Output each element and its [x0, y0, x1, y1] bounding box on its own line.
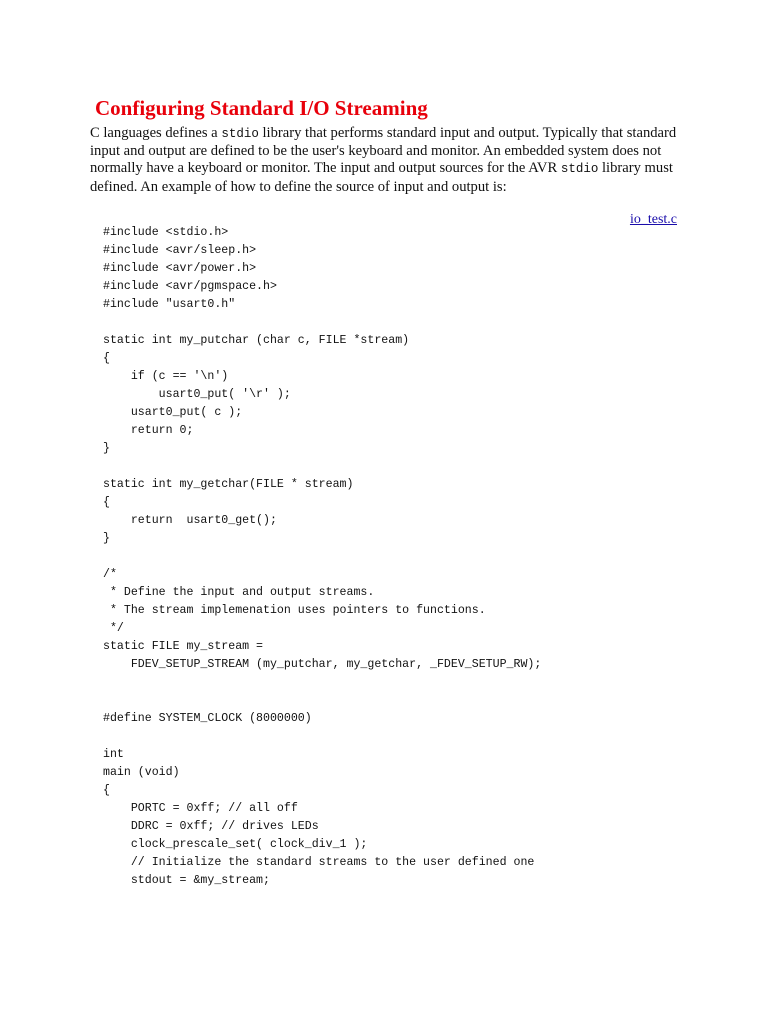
code-line: #include <avr/sleep.h>: [103, 244, 257, 257]
code-line: [103, 674, 541, 692]
code-line: [103, 548, 541, 566]
code-line: return 0;: [103, 424, 194, 437]
code-line: [103, 314, 541, 332]
code-line: FDEV_SETUP_STREAM (my_putchar, my_getchar, _FDEV_SETUP_RW);: [103, 658, 542, 671]
intro-text-1: C languages defines a: [90, 125, 222, 141]
inline-code-stdio: stdio: [221, 127, 259, 141]
code-line: static int my_putchar (char c, FILE *stream): [103, 334, 410, 347]
code-line: {: [103, 784, 110, 797]
code-line: #include <avr/power.h>: [103, 262, 257, 275]
code-line: usart0_put( c );: [103, 406, 243, 419]
code-line: * Define the input and output streams.: [103, 586, 375, 599]
code-line: int: [103, 748, 124, 761]
code-line: /*: [103, 568, 117, 581]
code-line: static int my_getchar(FILE * stream): [103, 478, 354, 491]
code-line: {: [103, 496, 110, 509]
code-line: clock_prescale_set( clock_div_1 );: [103, 838, 368, 851]
code-line: #define SYSTEM_CLOCK (8000000): [103, 712, 312, 725]
code-line: */: [103, 622, 124, 635]
page-title: Configuring Standard I/O Streaming: [95, 96, 428, 120]
code-line: #include <stdio.h>: [103, 226, 229, 239]
source-file-link[interactable]: io_test.c: [629, 212, 677, 227]
code-line: main (void): [103, 766, 180, 779]
code-line: }: [103, 442, 110, 455]
code-line: * The stream implemenation uses pointers to functions.: [103, 604, 486, 617]
code-line: static FILE my_stream =: [103, 640, 264, 653]
code-line: return usart0_get();: [103, 514, 277, 527]
code-line: }: [103, 532, 110, 545]
code-line: {: [103, 352, 110, 365]
code-line: if (c == '\n'): [103, 370, 229, 383]
code-line: [103, 728, 541, 746]
code-line: [103, 458, 541, 476]
code-line: DDRC = 0xff; // drives LEDs: [103, 820, 319, 833]
intro-paragraph: [90, 125, 690, 196]
code-block: [103, 224, 541, 890]
code-line: usart0_put( '\r' );: [103, 388, 291, 401]
code-line: // Initialize the standard streams to the user defined one: [103, 856, 535, 869]
intro-text-2: library that performs standard input and output. Typically that standard input and output are defined to be the user's keyboard and monitor. An embedded system does not normally have a keyboard or monitor. The input and output sources for the AVR: [90, 125, 677, 177]
code-line: PORTC = 0xff; // all off: [103, 802, 298, 815]
code-line: #include "usart0.h": [103, 298, 236, 311]
intro-text-3: library must defined. An example of how to define the source of input and output is:: [90, 160, 673, 195]
code-line: #include <avr/pgmspace.h>: [103, 280, 277, 293]
code-line: [103, 692, 541, 710]
code-line: stdout = &my_stream;: [103, 874, 270, 887]
inline-code-stdio: stdio: [560, 162, 599, 177]
